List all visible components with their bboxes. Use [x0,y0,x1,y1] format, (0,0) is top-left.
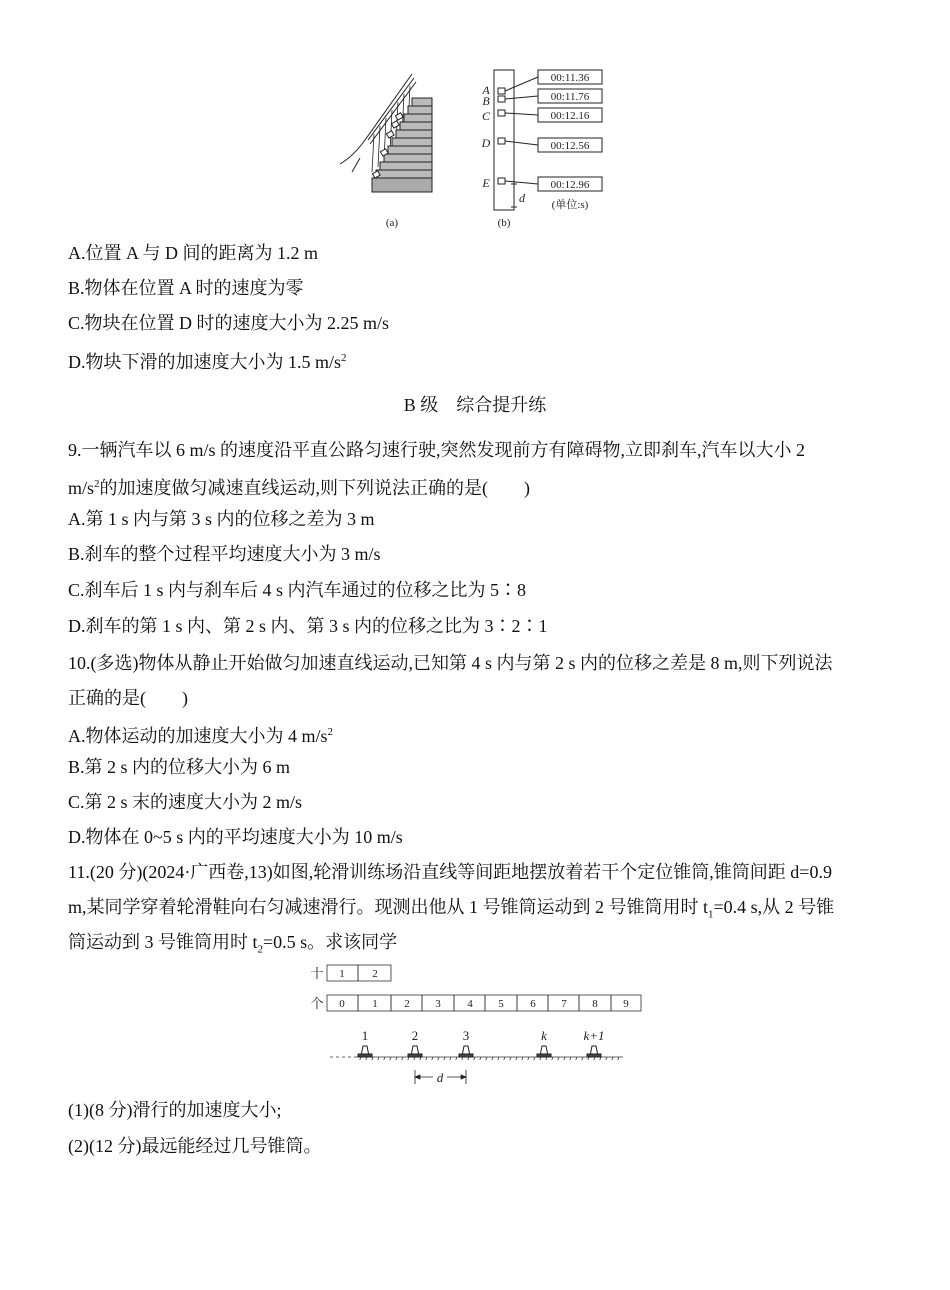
figure-cones-dimension [405,1068,475,1088]
q10-option-b: B.第 2 s 内的位移大小为 6 m [68,757,291,777]
label-E: E [482,176,490,190]
q10-option-d: D.物体在 0~5 s 内的平均速度大小为 10 m/s [68,827,403,847]
q11-line3-rest: =0.5 s。求该同学 [263,932,398,952]
figure-cones [305,960,650,1060]
q11-line2-mid: =0.4 s,从 2 号锥 [713,897,835,917]
superscript: 2 [327,726,334,738]
q11-sub2: (2)(12 分)最远能经过几号锥筒。 [68,1136,322,1156]
q9-option-d: D.刹车的第 1 s 内、第 2 s 内、第 3 s 内的位移之比为 3∶2∶1 [68,616,548,636]
ones-cell: 5 [498,998,504,1010]
q8-option-c: C.物块在位置 D 时的速度大小为 2.25 m/s [68,313,390,333]
d-dimension-label: d [436,1070,444,1085]
q8-option-d [68,346,347,374]
superscript: 2 [341,352,347,364]
q10-option-a-text: A.物体运动的加速度大小为 4 m/s [68,726,328,746]
cone-icon [408,1046,422,1057]
label-B: B [482,94,490,108]
tens-cell: 1 [339,968,345,980]
cone-label: 2 [411,1028,419,1043]
subscript: 2 [257,943,264,956]
tens-label: 十 [310,966,324,981]
cone-icon [358,1046,372,1057]
ones-cell: 4 [467,998,473,1010]
time-E: 00:12.96 [550,179,590,191]
ones-cell: 7 [561,998,567,1010]
q11-line3-text: 筒运动到 3 号锥筒用时 t [68,932,258,952]
subscript: 1 [708,908,714,921]
ones-cell: 9 [623,998,629,1010]
q9-option-c: C.刹车后 1 s 内与刹车后 4 s 内汽车通过的位移之比为 5∶8 [68,580,527,600]
time-C: 00:12.16 [550,110,590,122]
q11-line1: 11.(20 分)(2024·广西卷,13)如图,轮滑训练场沿直线等间距地摆放着若干个定位锥筒,锥筒间距 d=0.9 [68,862,832,882]
q9-option-a: A.第 1 s 内与第 3 s 内的位移之差为 3 m [68,509,375,529]
figure-a-staircase [340,74,432,192]
q11-line2 [68,895,834,927]
ones-cell: 0 [339,998,345,1010]
d-label: d [519,191,525,205]
time-B: 00:11.76 [550,91,590,103]
label-A: A [482,83,490,97]
cone-icon [537,1046,551,1057]
q9-stem-rest: 的加速度做匀减速直线运动,则下列说法正确的是( ) [99,478,531,498]
label-C: C [481,109,491,123]
cone-label: k [541,1028,547,1043]
q10-option-c: C.第 2 s 末的速度大小为 2 m/s [68,792,303,812]
cone-label: 3 [462,1028,470,1043]
ground [330,1057,623,1060]
q9-stem-line2 [68,472,530,500]
tens-cell: 2 [372,968,378,980]
ones-cell: 1 [372,998,378,1010]
ones-cell: 8 [592,998,598,1010]
cone-icon [587,1046,601,1057]
q9-stem-unit: m/s [68,478,95,498]
q11-line2-text: m,某同学穿着轮滑鞋向右匀减速滑行。现测出他从 1 号锥筒运动到 2 号锥筒用时 t [68,897,708,917]
caption-a: (a) [385,217,399,229]
ones-cell: 6 [530,998,536,1010]
figure-ab [330,62,620,237]
q8-option-a: A.位置 A 与 D 间的距离为 1.2 m [68,243,319,263]
q8-option-b: B.物体在位置 A 时的速度为零 [68,278,304,298]
cone-label: 1 [361,1028,369,1043]
cone-label: k+1 [583,1028,605,1043]
q8-option-d-text: D.物块下滑的加速度大小为 1.5 m/s [68,352,342,372]
caption-b: (b) [497,217,511,229]
time-D: 00:12.56 [550,140,590,152]
q9-option-b: B.刹车的整个过程平均速度大小为 3 m/s [68,544,381,564]
q10-stem-line1: 10.(多选)物体从静止开始做匀加速直线运动,已知第 4 s 内与第 2 s 内的位移之差是 8 m,则下列说法 [68,653,833,673]
ones-cell: 3 [435,998,441,1010]
unit-label: (单位:s) [551,199,589,211]
superscript: 2 [94,478,100,490]
cone-icon [459,1046,473,1057]
time-A: 00:11.36 [550,72,590,84]
q10-option-a [68,720,333,748]
q9-stem-line1: 9.一辆汽车以 6 m/s 的速度沿平直公路匀速行驶,突然发现前方有障碍物,立即刹车,汽车以大小 2 [68,440,806,460]
ones-cell: 2 [404,998,410,1010]
section-title: B 级 综合提升练 [403,395,547,415]
label-D: D [481,136,491,150]
ones-label: 个 [310,996,324,1011]
q11-line3 [68,930,397,962]
q11-sub1: (1)(8 分)滑行的加速度大小; [68,1100,282,1120]
q10-stem-line2: 正确的是( ) [68,688,188,708]
